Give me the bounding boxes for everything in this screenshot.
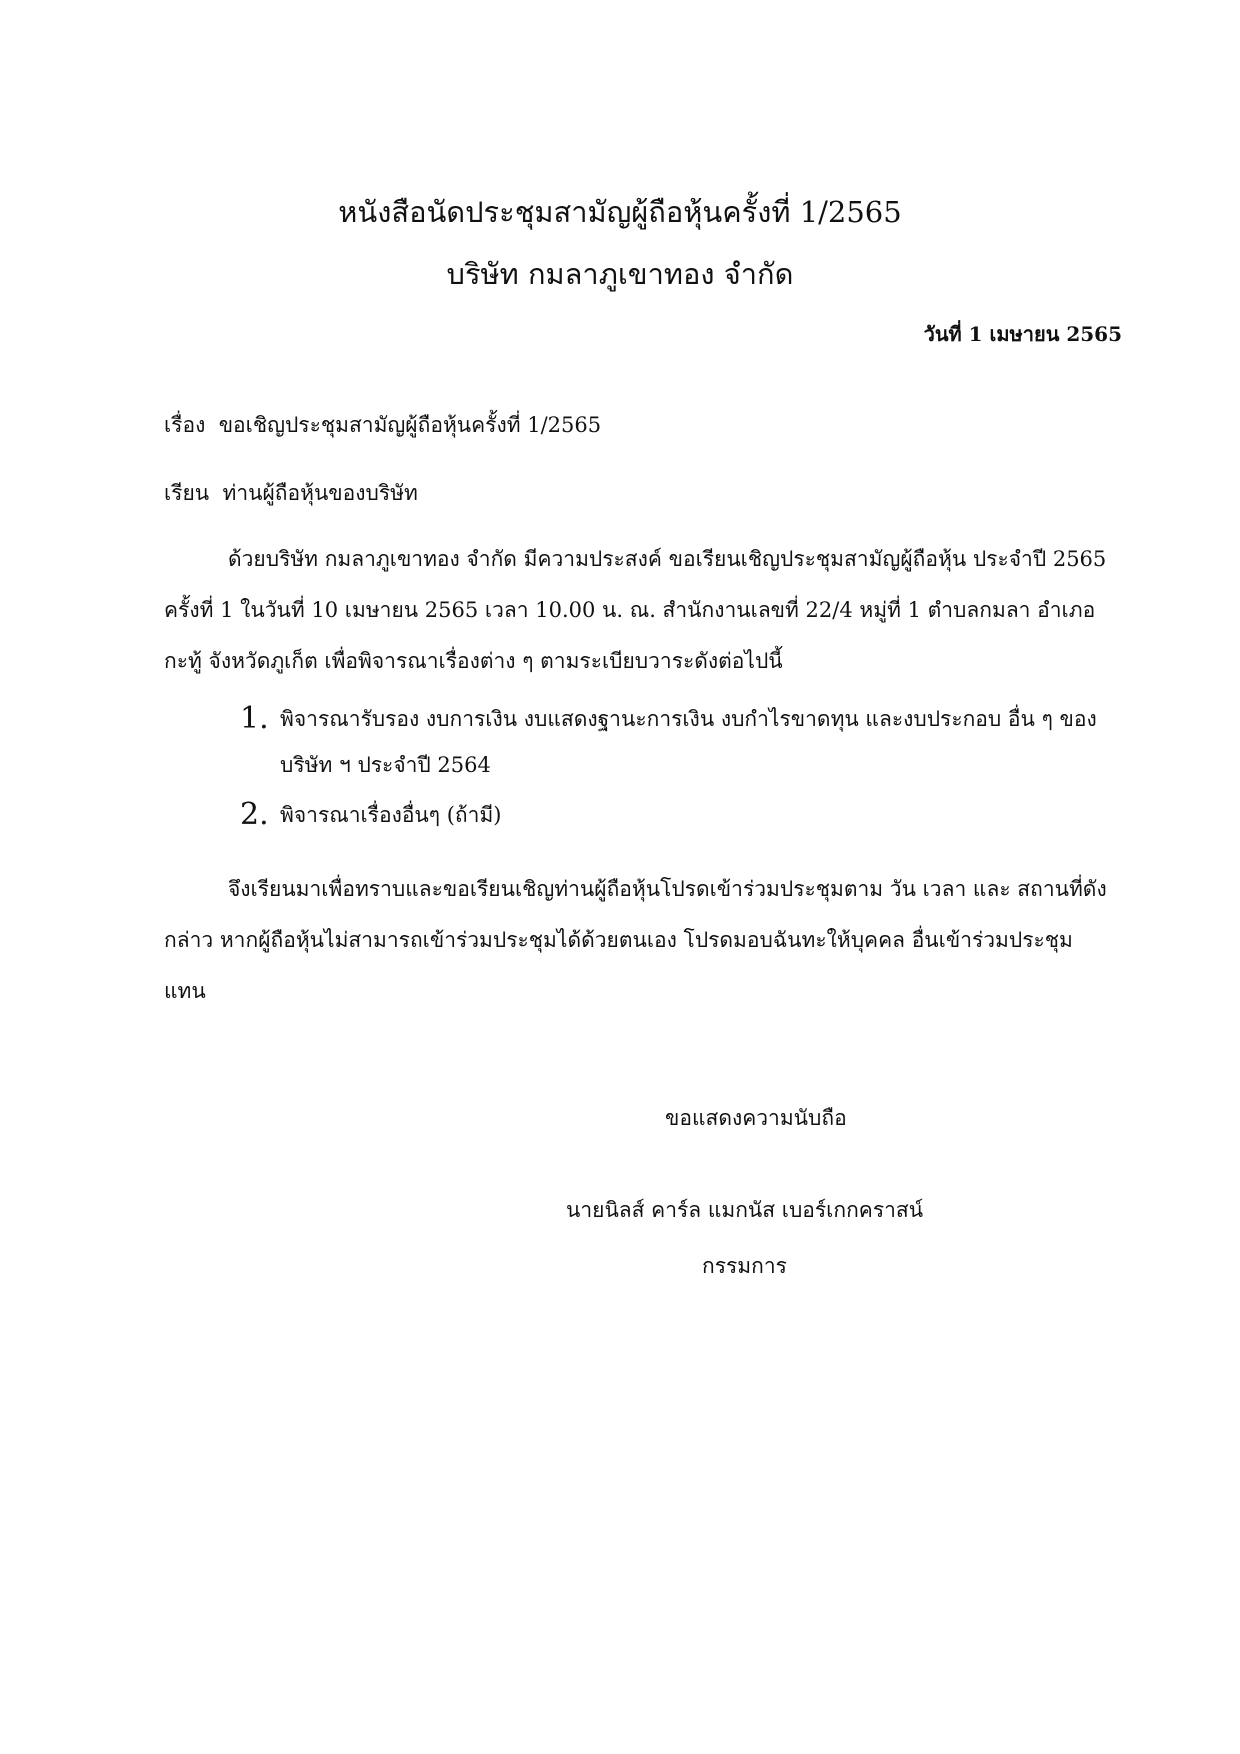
recipient-label: เรียน (164, 481, 210, 505)
recipient-line (164, 478, 418, 508)
agenda-item-number: 2. (240, 797, 269, 832)
letter-date: วันที่ 1 เมษายน 2565 (923, 322, 1122, 346)
signer-position: กรรมการ (702, 1254, 787, 1278)
agenda-item-2 (240, 792, 1100, 838)
agenda-item-number: 1. (240, 701, 269, 736)
recipient-text: ท่านผู้ถือหุ้นของบริษัท (222, 481, 418, 505)
letter-title: หนังสือนัดประชุมสามัญผู้ถือหุ้นครั้งที่ 1/2565 (338, 195, 902, 229)
closing-phrase: ขอแสดงความนับถือ (665, 1106, 847, 1130)
body-paragraph-2-text: จึงเรียนมาเพื่อทราบและขอเรียนเชิญท่านผู้ถือหุ้นโปรดเข้าร่วมประชุมตาม วัน เวลา และ สถานที่ดังกล่าว หากผู้ถือหุ้นไม่สามารถเข้าร่วมประชุมได้ด้วยตนเอง โปรดมอบฉันทะให้บุคคล อื่นเข้าร่วมประชุมแทน (164, 877, 1107, 1003)
body-paragraph-1-text: ด้วยบริษัท กมลาภูเขาทอง จำกัด มีความประสงค์ ขอเรียนเชิญประชุมสามัญผู้ถือหุ้น ประจำปี 2565 ครั้งที่ 1 ในวันที่ 10 เมษายน 2565 เวลา 10.00 น. ณ. สำนักงานเลขที่ 22/4 หมู่ที่ 1 ตำบลกมลา อำเภอกะทู้ จังหวัดภูเก็ต เพื่อพิจารณาเรื่องต่าง ๆ ตามระเบียบวาระดังต่อไปนี้ (164, 547, 1107, 673)
company-name: บริษัท กมลาภูเขาทอง จำกัด (446, 257, 794, 291)
body-paragraph-1 (164, 534, 1114, 687)
signer-name: นายนิลส์ คาร์ล แมกนัส เบอร์เกกคราสน์ (566, 1198, 924, 1222)
subject-label: เรื่อง (164, 413, 206, 437)
agenda-item-text: พิจารณาเรื่องอื่นๆ (ถ้ามี) (280, 803, 502, 827)
body-paragraph-2 (164, 864, 1114, 1017)
agenda-item-1 (240, 696, 1100, 788)
subject-text: ขอเชิญประชุมสามัญผู้ถือหุ้นครั้งที่ 1/2565 (218, 413, 602, 437)
subject-line (164, 410, 601, 440)
agenda-item-text: พิจารณารับรอง งบการเงิน งบแสดงฐานะการเงิน งบกำไรขาดทุน และงบประกอบ อื่น ๆ ของบริษัท ฯ ประจำปี 2564 (280, 707, 1097, 777)
